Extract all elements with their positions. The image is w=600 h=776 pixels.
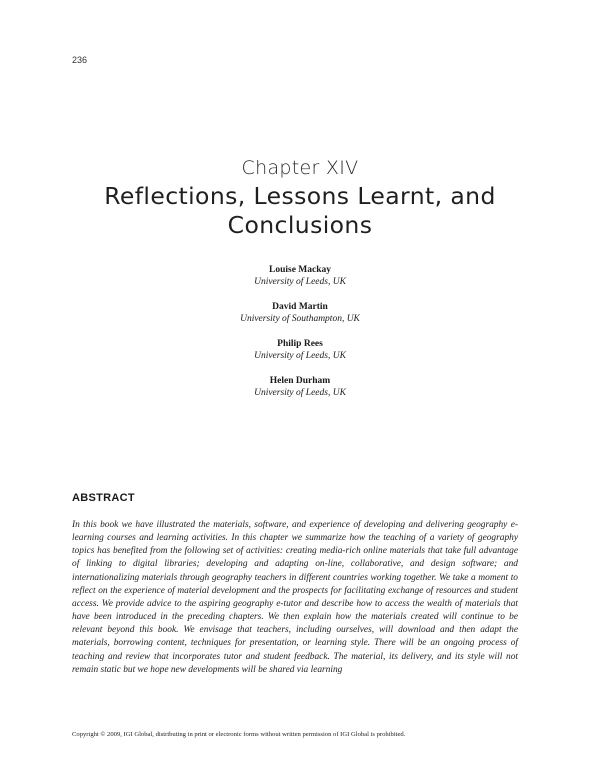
- chapter-label: Chapter XIV: [241, 157, 359, 179]
- author-block: [0, 375, 600, 399]
- author-affiliation: University of Leeds, UK: [254, 277, 346, 287]
- chapter-title: Reflections, Lessons Learnt, and Conclusions: [104, 182, 496, 239]
- abstract-text: In this book we have illustrated the materials, software, and experience of developing and delivering geography e-learning courses and learning activities. In this chapter we summarize how the teaching of a variety of geography topics has benefited from the following set of activities: creating media-rich online materials that take full advantage of linking to digital libraries; developing and adapting on-line, collaborative, and design software; and internationalizing materials through geography teachers in different countries working together. We take a moment to reflect on the experience of material development and the prospects for facilitating exchange of resources and student access. We provide advice to the aspiring geography e-tutor and describe how to access the wealth of materials that have been introduced in the preceding chapters. We then explain how the materials created will continue to be relevant beyond this book. We envisage that teachers, including ourselves, will download and then adapt the materials, borrowing content, techniques for presentation, or learning style. There will be an ongoing process of teaching and review that incorporates tutor and student feedback. The material, its delivery, and its style will not remain static but we hope new developments will be shared via learning: [72, 520, 518, 675]
- author-affiliation: University of Southampton, UK: [240, 314, 360, 324]
- abstract-heading: ABSTRACT: [72, 492, 135, 504]
- author-name: David Martin: [272, 302, 328, 312]
- page-number: 236: [72, 55, 88, 65]
- author-affiliation: University of Leeds, UK: [254, 388, 346, 398]
- author-name: Helen Durham: [269, 376, 331, 386]
- author-affiliation: University of Leeds, UK: [254, 351, 346, 361]
- author-name: Louise Mackay: [268, 265, 331, 275]
- author-block: [0, 264, 600, 288]
- author-block: [0, 338, 600, 362]
- copyright-footer: Copyright © 2009, IGI Global, distributing in print or electronic forms without written permission of IGI Global is prohibited.: [72, 731, 406, 738]
- author-name: Philip Rees: [277, 339, 323, 349]
- author-block: [0, 301, 600, 325]
- author-list: [0, 264, 600, 412]
